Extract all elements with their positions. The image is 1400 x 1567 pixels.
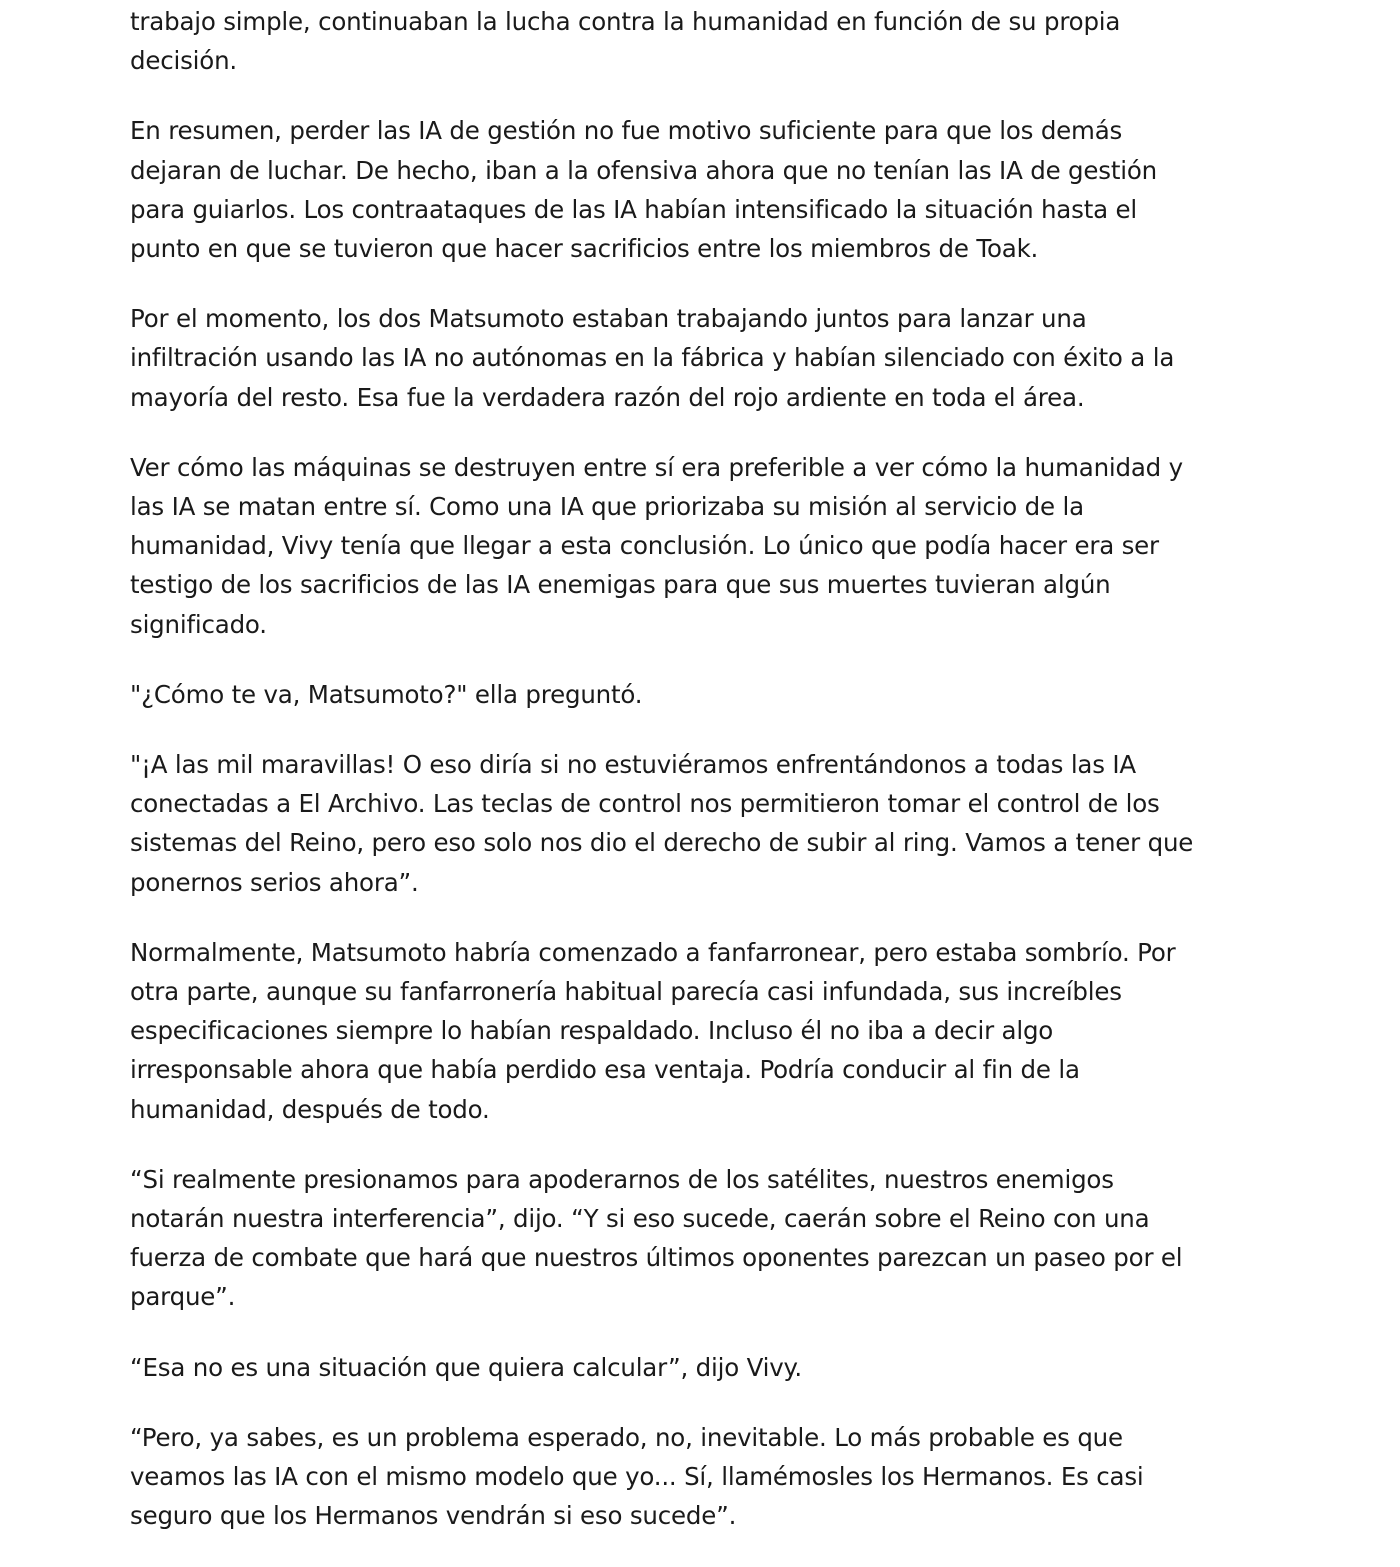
- paragraph: [130, 2, 1280, 80]
- text-line: punto en que se tuvieron que hacer sacrificios entre los miembros de Toak.: [130, 234, 1039, 264]
- text-line: “Si realmente presionamos para apoderarnos de los satélites, nuestros enemigos: [130, 1164, 1114, 1194]
- text-line: "¡A las mil maravillas! O eso diría si no estuviéramos enfrentándonos a todas las IA: [130, 750, 1136, 780]
- text-line: trabajo simple, continuaban la lucha contra la humanidad en función de su propia: [130, 7, 1121, 36]
- text-line: seguro que los Hermanos vendrán si eso sucede”.: [130, 1501, 737, 1531]
- paragraph: [130, 933, 1280, 1129]
- text-line: para guiarlos. Los contraataques de las IA habían intensificado la situación hasta el: [130, 194, 1137, 224]
- text-line: Por el momento, los dos Matsumoto estaban trabajando juntos para lanzar una: [130, 304, 1087, 334]
- text-line: “Esa no es una situación que quiera calcular”, dijo Vivy.: [130, 1352, 802, 1382]
- text-line: irresponsable ahora que había perdido esa ventaja. Podría conducir al fin de la: [130, 1055, 1080, 1085]
- text-line: dejaran de luchar. De hecho, iban a la ofensiva ahora que no tenían las IA de gestión: [130, 155, 1157, 185]
- text-line: “Pero, ya sabes, es un problema esperado, no, inevitable. Lo más probable es que: [130, 1422, 1123, 1452]
- text-line: humanidad, Vivy tenía que llegar a esta conclusión. Lo único que podía hacer era ser: [130, 531, 1159, 561]
- text-line: En resumen, perder las IA de gestión no fue motivo suficiente para que los demás: [130, 116, 1123, 146]
- text-line: "¿Cómo te va, Matsumoto?" ella preguntó.: [130, 679, 643, 709]
- text-line: sistemas del Reino, pero eso solo nos dio el derecho de subir al ring. Vamos a tener que: [130, 828, 1194, 858]
- text-line: humanidad, después de todo.: [130, 1094, 490, 1124]
- paragraph: [130, 1160, 1280, 1317]
- text-line: las IA se matan entre sí. Como una IA que priorizaba su misión al servicio de la: [130, 492, 1084, 522]
- text-line: decisión.: [130, 46, 237, 76]
- paragraph: [130, 448, 1280, 644]
- text-line: Normalmente, Matsumoto habría comenzado a fanfarronear, pero estaba sombrío. Por: [130, 937, 1176, 967]
- text-line: conectadas a El Archivo. Las teclas de control nos permitieron tomar el control de los: [130, 789, 1160, 819]
- text-line: Ver cómo las máquinas se destruyen entre sí era preferible a ver cómo la humanidad y: [130, 452, 1183, 482]
- text-line: parque”.: [130, 1282, 236, 1312]
- text-line: fuerza de combate que hará que nuestros últimos oponentes parezcan un paseo por el: [130, 1243, 1183, 1273]
- text-line: significado.: [130, 609, 267, 639]
- paragraph: [130, 1418, 1280, 1536]
- text-line: veamos las IA con el mismo modelo que yo... Sí, llamémosles los Hermanos. Es casi: [130, 1462, 1144, 1492]
- paragraph: [130, 299, 1280, 417]
- paragraph: [130, 745, 1280, 902]
- text-line: especificaciones siempre lo habían respaldado. Incluso él no iba a decir algo: [130, 1016, 1054, 1046]
- text-line: ponernos serios ahora”.: [130, 867, 419, 897]
- document-body: [130, 2, 1280, 1567]
- text-line: notarán nuestra interferencia”, dijo. “Y si eso sucede, caerán sobre el Reino con una: [130, 1204, 1150, 1234]
- text-line: infiltración usando las IA no autónomas en la fábrica y habían silenciado con éxito a la: [130, 343, 1175, 373]
- paragraph: [130, 1348, 1280, 1387]
- paragraph: [130, 675, 1280, 714]
- text-line: mayoría del resto. Esa fue la verdadera razón del rojo ardiente en toda el área.: [130, 382, 1085, 412]
- paragraph: [130, 111, 1280, 268]
- text-line: otra parte, aunque su fanfarronería habitual parecía casi infundada, sus increíbles: [130, 977, 1122, 1007]
- text-line: testigo de los sacrificios de las IA enemigas para que sus muertes tuvieran algún: [130, 570, 1111, 600]
